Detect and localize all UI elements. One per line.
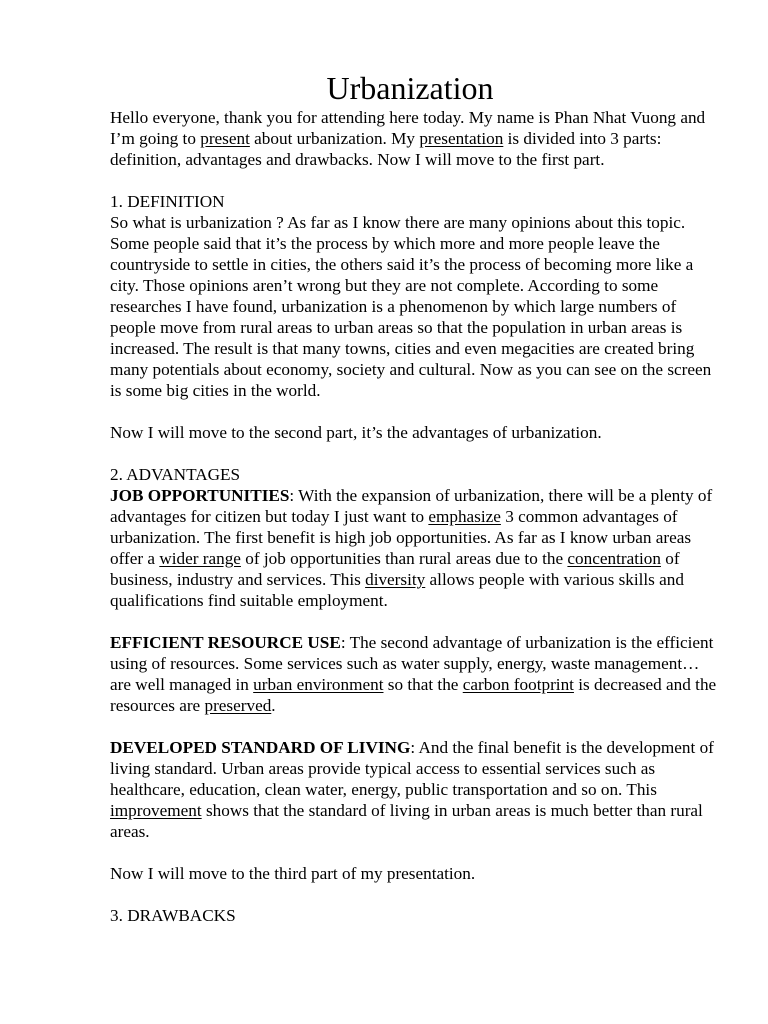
definition-heading: 1. DEFINITION	[110, 192, 225, 211]
underlined-word: carbon footprint	[462, 675, 574, 694]
transition-paragraph: Now I will move to the third part of my presentation.	[110, 864, 476, 883]
paragraph-text: shows that the standard of living in urban areas is much better than rural areas.	[110, 801, 703, 841]
paragraph-text: is decreased and the resources are	[110, 675, 717, 715]
drawbacks-heading: 3. DRAWBACKS	[110, 906, 236, 925]
underlined-word: concentration	[567, 549, 661, 568]
living-standard-paragraph	[110, 737, 720, 842]
transition-paragraph: Now I will move to the second part, it’s the advantages of urbanization.	[110, 423, 602, 442]
definition-paragraph: So what is urbanization ? As far as I know there are many opinions about this topic. Some people said that it’s the process by which more and more people leave the countryside to settle in cities, the others said it’s the process of becoming more like a city. Those opinions aren’t wrong but they are not complete. According to some researches I have found, urbanization is a phenomenon by which large numbers of people move from rural areas to urban areas so that the population in urban areas is increased. The result is that many towns, cities and even megacities are created bring many potentials about economy, society and cultural. Now as you can see on the screen is some big cities in the world.	[110, 213, 712, 400]
intro-text: is divided into 3 parts: definition, advantages and drawbacks. Now I will move to the first part.	[110, 129, 662, 169]
underlined-word: present	[200, 129, 250, 148]
intro-text: Hello everyone, thank you for attending here today. My name is Phan Nhat Vuong and I’m going to	[110, 108, 706, 148]
underlined-word: urban environment	[253, 675, 384, 694]
paragraph-text: : The second advantage of urbanization is the efficient using of resources. Some services such as water supply, energy, waste management… are well managed in	[110, 633, 714, 694]
paragraph-text: .	[271, 696, 276, 715]
paragraph-text: : And the final benefit is the development of living standard. Urban areas provide typical access to essential services such as healthcare, education, clean water, energy, public transportation and so on. This	[110, 738, 714, 799]
underlined-word: improvement	[110, 801, 202, 820]
document-title: Urbanization	[326, 70, 494, 106]
bold-subheading: EFFICIENT RESOURCE USE	[110, 633, 341, 652]
job-opportunities-paragraph	[110, 485, 720, 611]
intro-text: about urbanization. My	[249, 129, 420, 148]
resource-use-paragraph	[110, 632, 720, 716]
advantages-heading: 2. ADVANTAGES	[110, 465, 241, 484]
document-body	[110, 107, 720, 926]
bold-subheading: DEVELOPED STANDARD OF LIVING	[110, 738, 411, 757]
underlined-word: wider range	[159, 549, 241, 568]
bold-subheading: JOB OPPORTUNITIES	[110, 486, 290, 505]
paragraph-text: of business, industry and services. This	[110, 549, 680, 589]
paragraph-text: 3 common advantages of urbanization. The first benefit is high job opportunities. As far as I know urban areas offer a	[110, 507, 692, 568]
paragraph-text: so that the	[383, 675, 463, 694]
intro-paragraph	[110, 107, 720, 170]
underlined-word: diversity	[365, 570, 426, 589]
paragraph-text: : With the expansion of urbanization, there will be a plenty of advantages for citizen but today I just want to	[110, 486, 713, 526]
underlined-word: emphasize	[428, 507, 501, 526]
underlined-word: preserved	[204, 696, 272, 715]
paragraph-text: allows people with various skills and qualifications find suitable employment.	[110, 570, 684, 610]
paragraph-text: of job opportunities than rural areas due to the	[240, 549, 568, 568]
underlined-word: presentation	[419, 129, 504, 148]
